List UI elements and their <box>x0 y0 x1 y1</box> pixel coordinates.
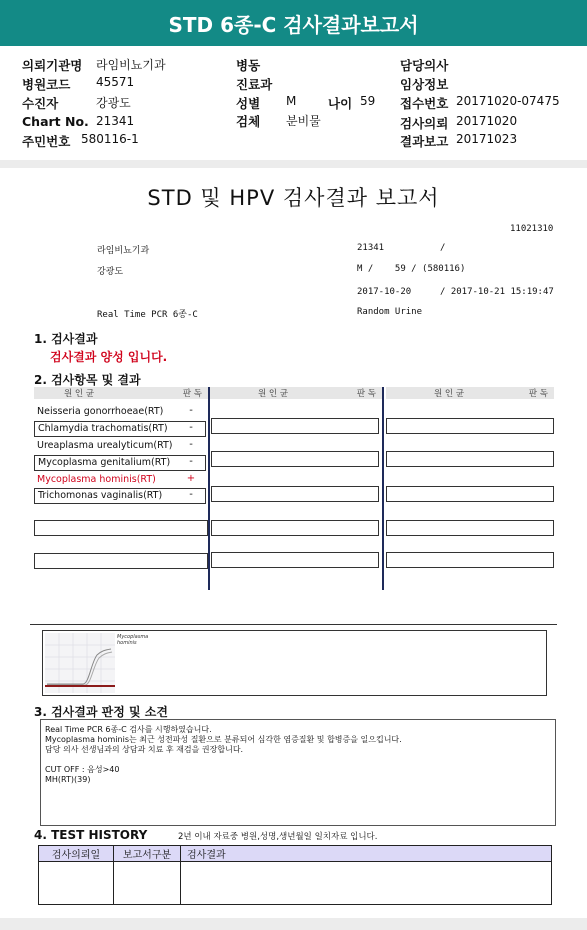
specimen-value: 분비물 <box>286 114 321 128</box>
pathogen-name: Mycoplasma hominis(RT) <box>37 474 156 485</box>
report-header-title: STD 6종-C 검사결과보고서 <box>168 12 419 37</box>
history-note: 2년 이내 자료중 병원,성명,생년월일 일치자료 입니다. <box>178 832 378 842</box>
col-pathogen-label: 원 인 균 <box>434 389 465 399</box>
list-item <box>34 421 206 437</box>
col-header-2 <box>210 387 382 399</box>
empty-row <box>386 520 554 536</box>
history-cell <box>114 862 181 905</box>
col-pathogen-label: 원 인 균 <box>64 389 95 399</box>
pathogen-result: - <box>189 489 193 500</box>
chart-no-label: Chart No. <box>22 114 89 129</box>
table-row <box>39 862 552 905</box>
pcr-amplification-graph <box>45 633 115 693</box>
receipt-label: 접수번호 <box>400 96 449 111</box>
col-result-label: 판 독 <box>182 389 202 399</box>
date-reported: / 2017-10-21 15:19:47 <box>440 287 554 297</box>
request-label: 검사의뢰 <box>400 116 449 131</box>
page-bottom-bar <box>0 918 587 930</box>
empty-row <box>211 451 379 467</box>
pathogen-name: Mycoplasma genitalium(RT) <box>38 457 171 468</box>
cutoff-line: CUT OFF : 음성>40 <box>45 765 120 774</box>
section2-heading: 2. 검사항목 및 결과 <box>34 373 141 387</box>
section1-result: 검사결과 양성 입니다. <box>50 350 168 364</box>
empty-row <box>211 520 379 536</box>
recipient-label: 수진자 <box>22 96 59 111</box>
report-institution: 라임비뇨기과 <box>97 246 150 256</box>
institution-label: 의뢰기관명 <box>22 58 83 73</box>
report-date-label: 결과보고 <box>400 134 449 149</box>
col-pathogen-label: 원 인 균 <box>258 389 289 399</box>
empty-row <box>34 520 208 536</box>
report-sex-age: M / 59 / (580116) <box>357 264 466 274</box>
pathogen-result: - <box>189 405 193 416</box>
sex-label: 성별 <box>236 96 261 111</box>
empty-row <box>386 486 554 502</box>
hospital-code-value: 45571 <box>96 75 135 89</box>
age-label: 나이 <box>328 96 353 111</box>
col-result-label: 판 독 <box>528 389 548 399</box>
opinion-line: Mycoplasma hominis는 최근 성전파성 질환으로 분류되어 심각한 염증질환 및 합병증을 일으킵니다. <box>45 735 402 744</box>
pathogen-name: Chlamydia trachomatis(RT) <box>38 423 168 434</box>
divider-line <box>30 624 557 625</box>
section4-heading: 4. TEST HISTORY <box>34 828 148 842</box>
report-chart: 21341 <box>357 243 385 253</box>
date-received: 2017-10-20 <box>357 287 412 297</box>
graph-legend: Mycoplasma hominis <box>117 634 149 646</box>
doc-number: 11021310 <box>510 224 554 234</box>
pathogen-name: Neisseria gonorrhoeae(RT) <box>37 406 164 417</box>
receipt-value: 20171020-07475 <box>456 94 560 108</box>
test-name: Real Time PCR 6종-C <box>97 310 198 320</box>
section-divider <box>0 160 587 168</box>
list-item <box>34 455 206 471</box>
column-divider <box>382 387 384 590</box>
header-info <box>22 56 582 156</box>
specimen-label: 검체 <box>236 114 261 129</box>
institution-value: 라임비뇨기과 <box>96 58 166 72</box>
list-item <box>34 488 206 504</box>
list-item <box>34 404 208 421</box>
pathogen-name: Trichomonas vaginalis(RT) <box>38 490 163 501</box>
pathogen-name: Ureaplasma urealyticum(RT) <box>37 440 173 451</box>
col-header-3 <box>386 387 554 399</box>
hospital-code-label: 병원코드 <box>22 77 71 92</box>
history-table <box>38 845 552 905</box>
report-date-value: 20171023 <box>456 132 518 146</box>
history-col-date: 검사의뢰일 <box>39 846 114 862</box>
report-slash: / <box>440 243 446 253</box>
empty-row <box>386 451 554 467</box>
pathogen-result: + <box>186 473 196 484</box>
history-cell <box>39 862 114 905</box>
pcr-graph-panel <box>42 630 547 696</box>
doctor-label: 담당의사 <box>400 58 449 73</box>
column-divider <box>208 387 210 590</box>
opinion-line: 담당 의사 선생님과의 상담과 치료 후 재검을 권장합니다. <box>45 745 244 754</box>
pathogen-result: - <box>189 439 193 450</box>
empty-row <box>211 552 379 568</box>
pathogen-result: - <box>189 456 193 467</box>
pathogen-result: - <box>189 422 193 433</box>
opinion-line: Real Time PCR 6종-C 검사를 시행하였습니다. <box>45 725 212 734</box>
report-name: 강광도 <box>97 267 124 277</box>
section1-heading: 1. 검사결과 <box>34 332 98 346</box>
col-result-label: 판 독 <box>356 389 376 399</box>
empty-row <box>34 553 208 569</box>
ct-value-line: MH(RT)(39) <box>45 775 91 784</box>
col-header-1 <box>34 387 208 399</box>
rrn-label: 주민번호 <box>22 134 71 149</box>
report-header-bar <box>0 0 587 46</box>
sex-value: M <box>286 94 297 108</box>
empty-row <box>211 486 379 502</box>
recipient-value: 강광도 <box>96 96 131 110</box>
ward-label: 병동 <box>236 58 261 73</box>
history-header-row <box>39 846 552 862</box>
age-value: 59 <box>360 94 376 108</box>
request-value: 20171020 <box>456 114 518 128</box>
report-title: STD 및 HPV 검사결과 보고서 <box>147 186 440 210</box>
clinical-label: 임상정보 <box>400 77 449 92</box>
empty-row <box>386 418 554 434</box>
empty-row <box>211 418 379 434</box>
chart-no-value: 21341 <box>96 114 135 128</box>
section3-heading: 3. 검사결과 판정 및 소견 <box>34 705 168 719</box>
rrn-value: 580116-1 <box>81 132 139 146</box>
history-col-type: 보고서구분 <box>114 846 181 862</box>
list-item <box>34 438 208 455</box>
specimen-type: Random Urine <box>357 307 423 317</box>
list-item <box>34 472 208 489</box>
history-cell <box>181 862 552 905</box>
history-col-result: 검사결과 <box>181 846 552 862</box>
results-table <box>34 387 554 590</box>
dept-label: 진료과 <box>236 77 273 92</box>
empty-row <box>386 552 554 568</box>
opinion-box <box>40 719 556 826</box>
